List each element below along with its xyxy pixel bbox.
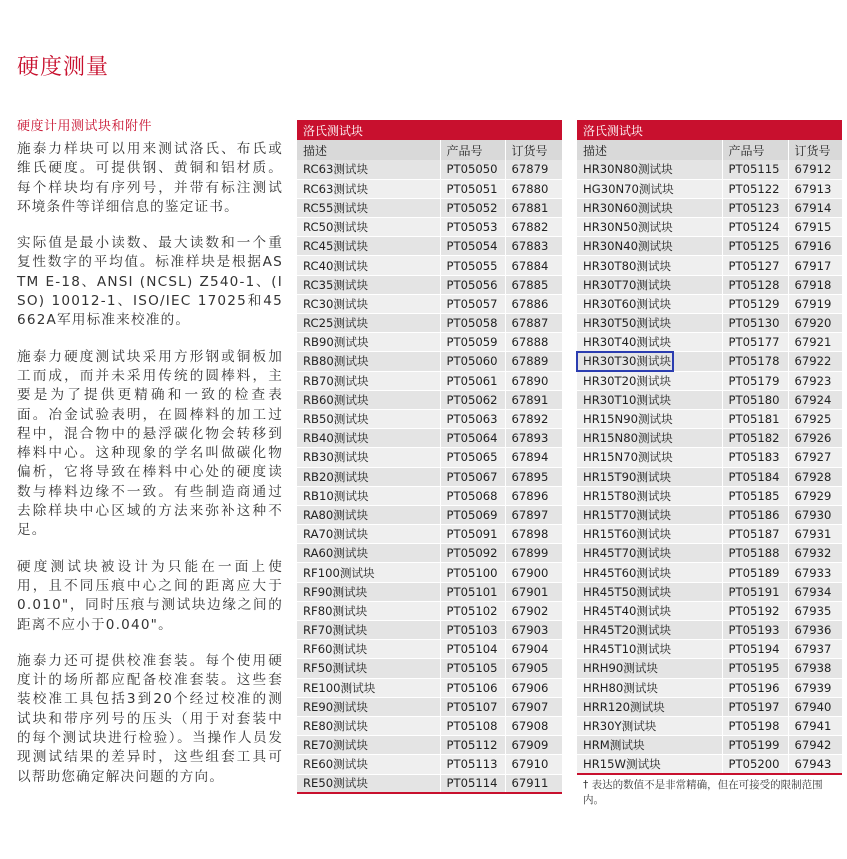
cell-product-no: PT05124 [722, 218, 788, 237]
cell-description: HR30T70测试块 [577, 275, 722, 294]
column-header: 描述 [297, 140, 440, 160]
cell-product-no: PT05051 [440, 179, 505, 198]
cell-description: HR30Y测试块 [577, 716, 722, 735]
table-row [297, 659, 562, 678]
cell-order-no: 67897 [505, 505, 562, 524]
cell-product-no: PT05063 [440, 409, 505, 428]
cell-order-no: 67912 [788, 160, 842, 179]
cell-product-no: PT05182 [722, 429, 788, 448]
cell-description: RC50测试块 [297, 218, 440, 237]
cell-description: HR15N90测试块 [577, 409, 722, 428]
table-row [577, 256, 842, 275]
cell-product-no: PT05184 [722, 467, 788, 486]
cell-order-no: 67915 [788, 218, 842, 237]
cell-product-no: PT05189 [722, 563, 788, 582]
table-row [577, 467, 842, 486]
cell-product-no: PT05059 [440, 333, 505, 352]
cell-description: HR30T50测试块 [577, 314, 722, 333]
table-row [577, 314, 842, 333]
cell-product-no: PT05105 [440, 659, 505, 678]
cell-description: RE50测试块 [297, 774, 440, 793]
cell-product-no: PT05129 [722, 294, 788, 313]
cell-product-no: PT05125 [722, 237, 788, 256]
cell-product-no: PT05186 [722, 505, 788, 524]
cell-description: HR15N70测试块 [577, 448, 722, 467]
cell-description: RB90测试块 [297, 333, 440, 352]
cell-order-no: 67931 [788, 525, 842, 544]
cell-order-no: 67890 [505, 371, 562, 390]
cell-description: HR30T20测试块 [577, 371, 722, 390]
table-row [577, 525, 842, 544]
table-row [577, 621, 842, 640]
cell-description: HR30N80测试块 [577, 160, 722, 179]
column-header: 产品号 [440, 140, 505, 160]
cell-description: RE90测试块 [297, 697, 440, 716]
intro-column [17, 115, 283, 804]
table-row [577, 275, 842, 294]
cell-description: RB40测试块 [297, 429, 440, 448]
cell-product-no: PT05179 [722, 371, 788, 390]
paragraph: 硬度测试块被设计为只能在一面上使用，且不同压痕中心之间的距离应大于0.010"，同时压痕与测试块边缘之间的距离不应小于0.040"。 [17, 558, 283, 633]
cell-order-no: 67910 [505, 755, 562, 774]
cell-description: RC63测试块 [297, 160, 440, 179]
cell-order-no: 67942 [788, 736, 842, 755]
cell-order-no: 67920 [788, 314, 842, 333]
cell-order-no: 67934 [788, 582, 842, 601]
cell-description: RB60测试块 [297, 390, 440, 409]
table-row [577, 409, 842, 428]
cell-order-no: 67886 [505, 294, 562, 313]
cell-order-no: 67883 [505, 237, 562, 256]
table-row [577, 294, 842, 313]
cell-product-no: PT05107 [440, 697, 505, 716]
paragraph: 施泰力还可提供校准套装。每个使用硬度计的场所都应配备校准套装。这些套装校准工具包括3到20个经过校准的测试块和带序列号的压头（用于对套装中的每个测试块进行检验）。当操作人员发现测试结果的差异时，这些组套工具可以帮助您确定解决问题的方向。 [17, 652, 283, 785]
table-row [577, 544, 842, 563]
table-row [577, 716, 842, 735]
cell-product-no: PT05061 [440, 371, 505, 390]
cell-order-no: 67896 [505, 486, 562, 505]
cell-product-no: PT05192 [722, 601, 788, 620]
cell-description: RB80测试块 [297, 352, 440, 371]
cell-description: RF70测试块 [297, 621, 440, 640]
table-header-row [577, 140, 842, 160]
cell-product-no: PT05053 [440, 218, 505, 237]
cell-description: HR45T40测试块 [577, 601, 722, 620]
cell-description: HR30T10测试块 [577, 390, 722, 409]
cell-description: RE80测试块 [297, 716, 440, 735]
table-row [577, 601, 842, 620]
cell-description: HR30N60测试块 [577, 198, 722, 217]
cell-order-no: 67894 [505, 448, 562, 467]
cell-description: RB50测试块 [297, 409, 440, 428]
cell-product-no: PT05199 [722, 736, 788, 755]
cell-order-no: 67916 [788, 237, 842, 256]
cell-order-no: 67893 [505, 429, 562, 448]
section-subhead: 硬度计用测试块和附件 [17, 119, 153, 134]
cell-order-no: 67938 [788, 659, 842, 678]
table-row [297, 582, 562, 601]
table-row [297, 333, 562, 352]
cell-product-no: PT05187 [722, 525, 788, 544]
cell-product-no: PT05062 [440, 390, 505, 409]
cell-description: RA70测试块 [297, 525, 440, 544]
table-row [297, 448, 562, 467]
cell-product-no: PT05177 [722, 333, 788, 352]
table-row [297, 198, 562, 217]
table-row [297, 505, 562, 524]
cell-product-no: PT05188 [722, 544, 788, 563]
table-row [577, 390, 842, 409]
cell-description: HRH90测试块 [577, 659, 722, 678]
table-row [297, 160, 562, 179]
cell-product-no: PT05197 [722, 697, 788, 716]
table-row [577, 736, 842, 755]
cell-product-no: PT05058 [440, 314, 505, 333]
cell-description: RE60测试块 [297, 755, 440, 774]
table-row [297, 697, 562, 716]
paragraph: 施泰力硬度测试块采用方形钢或铜板加工而成，而并未采用传统的圆棒料，主要是为了提供更精确和一致的检查表面。冶金试验表明，在圆棒料的加工过程中，混合物中的悬浮碳化物会转移到棒料中心。这种现象的学名叫做碳化物偏析，它将导致在棒料中心处的硬度读数与棒料边缘不一致。有些制造商通过去除样块中心区域的方法来弥补这种不足。 [17, 348, 283, 539]
table-row [297, 218, 562, 237]
cell-order-no: 67929 [788, 486, 842, 505]
table-row [297, 429, 562, 448]
cell-product-no: PT05054 [440, 237, 505, 256]
cell-product-no: PT05091 [440, 525, 505, 544]
cell-description: RB20测试块 [297, 467, 440, 486]
column-header: 订货号 [788, 140, 842, 160]
table-row [297, 486, 562, 505]
cell-description: HR15T80测试块 [577, 486, 722, 505]
cell-order-no: 67898 [505, 525, 562, 544]
table-row [297, 179, 562, 198]
cell-description: HR15T60测试块 [577, 525, 722, 544]
cell-product-no: PT05052 [440, 198, 505, 217]
table-row [297, 294, 562, 313]
cell-order-no: 67919 [788, 294, 842, 313]
cell-description: HR15W测试块 [577, 755, 722, 774]
cell-order-no: 67900 [505, 563, 562, 582]
cell-order-no: 67943 [788, 755, 842, 774]
cell-order-no: 67936 [788, 621, 842, 640]
page-title: 硬度测量 [17, 55, 110, 80]
cell-description: HRH80测试块 [577, 678, 722, 697]
cell-description: RB70测试块 [297, 371, 440, 390]
table-row [577, 448, 842, 467]
cell-order-no: 67891 [505, 390, 562, 409]
cell-order-no: 67925 [788, 409, 842, 428]
table-row [297, 371, 562, 390]
cell-description: RF80测试块 [297, 601, 440, 620]
cell-product-no: PT05194 [722, 640, 788, 659]
cell-order-no: 67926 [788, 429, 842, 448]
rockwell-table-1 [297, 120, 562, 794]
table-row [297, 621, 562, 640]
cell-order-no: 67895 [505, 467, 562, 486]
cell-product-no: PT05060 [440, 352, 505, 371]
column-header: 描述 [577, 140, 722, 160]
cell-description: HR30N50测试块 [577, 218, 722, 237]
table-header-row [297, 140, 562, 160]
cell-product-no: PT05112 [440, 736, 505, 755]
cell-description: RC40测试块 [297, 256, 440, 275]
cell-order-no: 67892 [505, 409, 562, 428]
table-row [297, 544, 562, 563]
cell-order-no: 67879 [505, 160, 562, 179]
cell-order-no: 67904 [505, 640, 562, 659]
cell-product-no: PT05055 [440, 256, 505, 275]
cell-product-no: PT05100 [440, 563, 505, 582]
cell-description: HR30T40测试块 [577, 333, 722, 352]
table-row [297, 275, 562, 294]
table-row [577, 237, 842, 256]
cell-product-no: PT05130 [722, 314, 788, 333]
cell-order-no: 67880 [505, 179, 562, 198]
table-title: 洛氏测试块 [297, 120, 562, 140]
cell-description: HR30N40测试块 [577, 237, 722, 256]
table-row [577, 697, 842, 716]
cell-description: HR45T10测试块 [577, 640, 722, 659]
cell-order-no: 67911 [505, 774, 562, 793]
cell-product-no: PT05181 [722, 409, 788, 428]
cell-order-no: 67935 [788, 601, 842, 620]
cell-description: HR15T70测试块 [577, 505, 722, 524]
cell-order-no: 67889 [505, 352, 562, 371]
cell-order-no: 67922 [788, 352, 842, 371]
cell-order-no: 67901 [505, 582, 562, 601]
cell-product-no: PT05122 [722, 179, 788, 198]
cell-description: RC45测试块 [297, 237, 440, 256]
cell-description: RF60测试块 [297, 640, 440, 659]
table-title: 洛氏测试块 [577, 120, 842, 140]
cell-order-no: 67927 [788, 448, 842, 467]
table-row [297, 237, 562, 256]
table-row [577, 582, 842, 601]
cell-description: HR45T20测试块 [577, 621, 722, 640]
cell-description: RC35测试块 [297, 275, 440, 294]
cell-order-no: 67906 [505, 678, 562, 697]
cell-product-no: PT05050 [440, 160, 505, 179]
table-row [577, 179, 842, 198]
cell-product-no: PT05057 [440, 294, 505, 313]
cell-product-no: PT05106 [440, 678, 505, 697]
cell-product-no: PT05092 [440, 544, 505, 563]
table-row [577, 352, 842, 371]
cell-product-no: PT05102 [440, 601, 505, 620]
table-row [577, 755, 842, 774]
cell-order-no: 67924 [788, 390, 842, 409]
cell-product-no: PT05200 [722, 755, 788, 774]
table-row [577, 678, 842, 697]
cell-description: RA60测试块 [297, 544, 440, 563]
table-row [577, 563, 842, 582]
cell-description: RF50测试块 [297, 659, 440, 678]
cell-order-no: 67933 [788, 563, 842, 582]
table-row [297, 601, 562, 620]
cell-description: RF90测试块 [297, 582, 440, 601]
table-row [577, 198, 842, 217]
cell-description: HG30N70测试块 [577, 179, 722, 198]
cell-description: RC30测试块 [297, 294, 440, 313]
cell-order-no: 67881 [505, 198, 562, 217]
cell-description: RC63测试块 [297, 179, 440, 198]
table-row [297, 774, 562, 793]
cell-order-no: 67937 [788, 640, 842, 659]
cell-description: RE70测试块 [297, 736, 440, 755]
cell-order-no: 67941 [788, 716, 842, 735]
table-row [297, 563, 562, 582]
table-row [577, 429, 842, 448]
table-row [297, 755, 562, 774]
cell-order-no: 67905 [505, 659, 562, 678]
cell-description: RC25测试块 [297, 314, 440, 333]
cell-order-no: 67884 [505, 256, 562, 275]
cell-description: RC55测试块 [297, 198, 440, 217]
cell-order-no: 67918 [788, 275, 842, 294]
cell-order-no: 67902 [505, 601, 562, 620]
cell-product-no: PT05056 [440, 275, 505, 294]
cell-order-no: 67930 [788, 505, 842, 524]
cell-order-no: 67932 [788, 544, 842, 563]
cell-product-no: PT05178 [722, 352, 788, 371]
cell-product-no: PT05108 [440, 716, 505, 735]
table-title-row [577, 120, 842, 140]
cell-product-no: PT05104 [440, 640, 505, 659]
table-row [297, 467, 562, 486]
cell-product-no: PT05101 [440, 582, 505, 601]
cell-description: HR45T50测试块 [577, 582, 722, 601]
table-row [577, 160, 842, 179]
cell-product-no: PT05128 [722, 275, 788, 294]
cell-order-no: 67940 [788, 697, 842, 716]
cell-description: HR30T30测试块 [577, 352, 722, 371]
table-row [297, 525, 562, 544]
paragraph: 实际值是最小读数、最大读数和一个重复性数字的平均值。标准样块是根据ASTM E-18、ANSI (NCSL) Z540-1、(ISO) 10012-1、ISO/IEC 17025和45662A军用标准来校准的。 [17, 235, 283, 329]
table-row [297, 716, 562, 735]
cell-order-no: 67928 [788, 467, 842, 486]
cell-order-no: 67909 [505, 736, 562, 755]
cell-order-no: 67923 [788, 371, 842, 390]
table-row [577, 486, 842, 505]
cell-product-no: PT05180 [722, 390, 788, 409]
cell-order-no: 67913 [788, 179, 842, 198]
cell-description: HRM测试块 [577, 736, 722, 755]
cell-order-no: 67914 [788, 198, 842, 217]
table-row [577, 333, 842, 352]
cell-product-no: PT05183 [722, 448, 788, 467]
cell-order-no: 67903 [505, 621, 562, 640]
table-row [297, 640, 562, 659]
cell-product-no: PT05068 [440, 486, 505, 505]
cell-description: HR30T80测试块 [577, 256, 722, 275]
table-row [577, 371, 842, 390]
table-row [297, 390, 562, 409]
table-row [577, 218, 842, 237]
cell-order-no: 67939 [788, 678, 842, 697]
table-row [297, 256, 562, 275]
cell-description: HRR120测试块 [577, 697, 722, 716]
cell-description: RF100测试块 [297, 563, 440, 582]
cell-product-no: PT05195 [722, 659, 788, 678]
cell-description: RB10测试块 [297, 486, 440, 505]
column-header: 产品号 [722, 140, 788, 160]
cell-order-no: 67899 [505, 544, 562, 563]
cell-product-no: PT05064 [440, 429, 505, 448]
cell-product-no: PT05113 [440, 755, 505, 774]
table-row [577, 659, 842, 678]
cell-product-no: PT05196 [722, 678, 788, 697]
table-row [297, 409, 562, 428]
table-title-row [297, 120, 562, 140]
cell-description: HR15T90测试块 [577, 467, 722, 486]
cell-order-no: 67885 [505, 275, 562, 294]
cell-product-no: PT05198 [722, 716, 788, 735]
cell-description: HR15N80测试块 [577, 429, 722, 448]
cell-product-no: PT05067 [440, 467, 505, 486]
rockwell-table-2 [577, 120, 842, 775]
cell-description: HR45T60测试块 [577, 563, 722, 582]
cell-product-no: PT05191 [722, 582, 788, 601]
cell-product-no: PT05185 [722, 486, 788, 505]
cell-order-no: 67887 [505, 314, 562, 333]
cell-description: HR45T70测试块 [577, 544, 722, 563]
table-row [297, 678, 562, 697]
cell-order-no: 67908 [505, 716, 562, 735]
cell-product-no: PT05123 [722, 198, 788, 217]
cell-product-no: PT05193 [722, 621, 788, 640]
table-row [297, 736, 562, 755]
column-header: 订货号 [505, 140, 562, 160]
cell-order-no: 67888 [505, 333, 562, 352]
cell-order-no: 67921 [788, 333, 842, 352]
table-row [577, 640, 842, 659]
paragraph: 施泰力样块可以用来测试洛氏、布氏或维氏硬度。可提供钢、黄铜和铝材质。每个样块均有序列号，并带有标注测试环境条件等详细信息的鉴定证书。 [17, 141, 283, 215]
table-row [297, 352, 562, 371]
cell-product-no: PT05069 [440, 505, 505, 524]
table-row [297, 314, 562, 333]
cell-description: RE100测试块 [297, 678, 440, 697]
cell-product-no: PT05115 [722, 160, 788, 179]
cell-product-no: PT05103 [440, 621, 505, 640]
cell-product-no: PT05127 [722, 256, 788, 275]
cell-order-no: 67882 [505, 218, 562, 237]
cell-order-no: 67917 [788, 256, 842, 275]
cell-description: RA80测试块 [297, 505, 440, 524]
table-row [577, 505, 842, 524]
cell-description: HR30T60测试块 [577, 294, 722, 313]
footnote: † 表达的数值不是非常精确，但在可接受的限制范围内。 [583, 779, 823, 806]
cell-order-no: 67907 [505, 697, 562, 716]
cell-product-no: PT05114 [440, 774, 505, 793]
cell-description: RB30测试块 [297, 448, 440, 467]
cell-product-no: PT05065 [440, 448, 505, 467]
